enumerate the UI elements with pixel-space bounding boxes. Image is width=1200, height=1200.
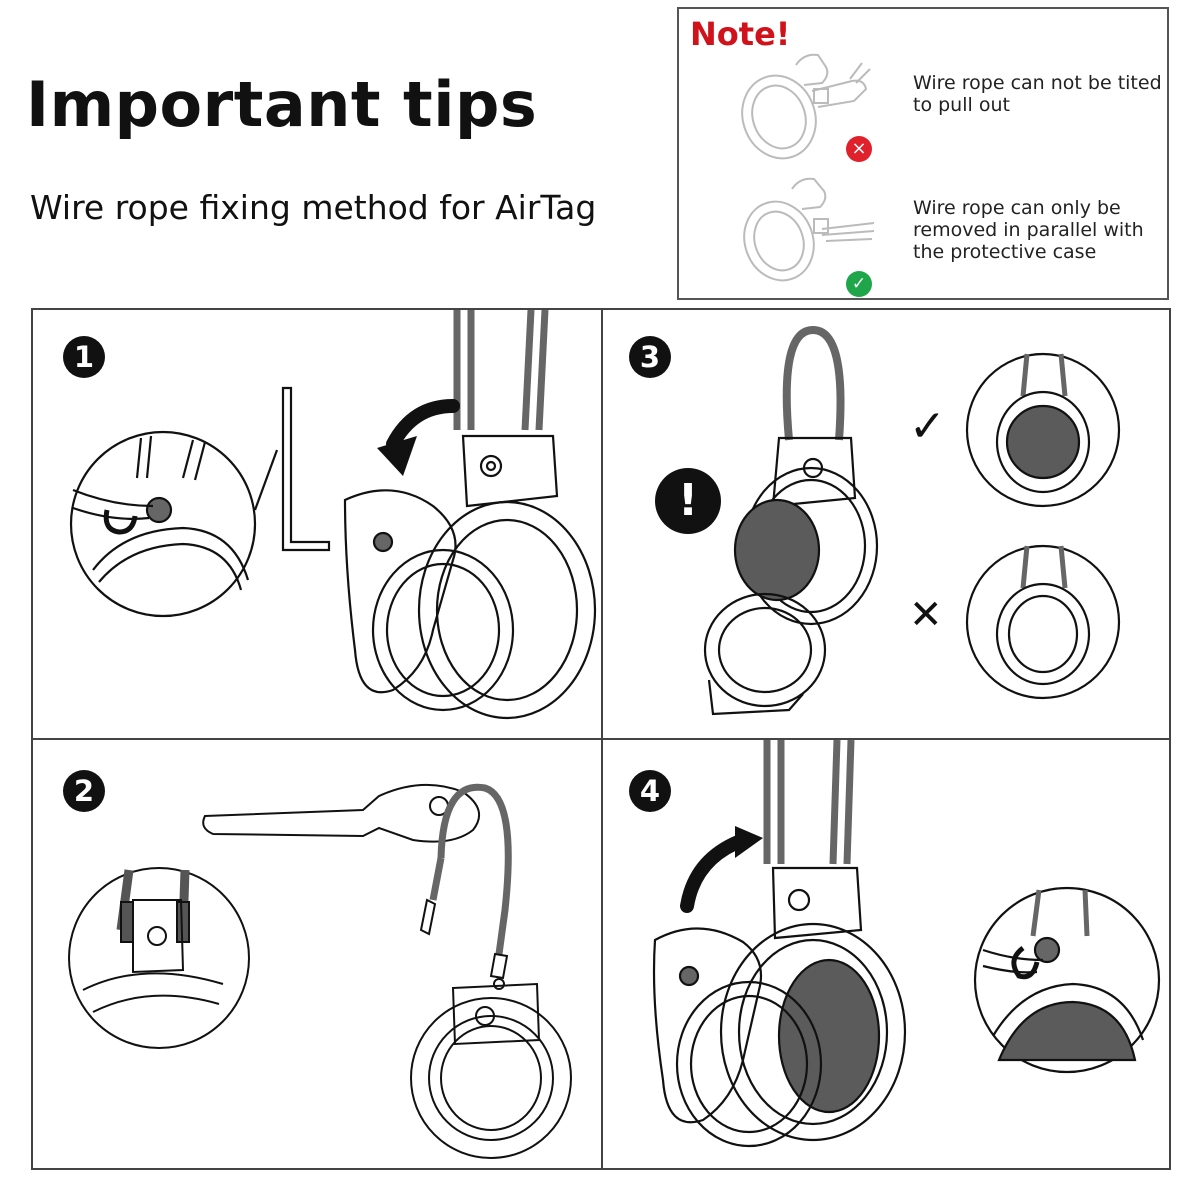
note-item-parallel: Wire rope can only be removed in parallel with the protective case — [913, 197, 1144, 263]
step-2-number: 2 — [63, 770, 105, 812]
step-4-panel — [603, 740, 1169, 1168]
note-title: Note! — [690, 15, 791, 53]
page-title: Important tips — [26, 68, 538, 141]
warning-icon: ! — [655, 468, 721, 534]
step-3-number: 3 — [629, 336, 671, 378]
correct-mark-icon: ✓ — [909, 401, 946, 452]
step-3-illustration — [603, 310, 1169, 740]
step-4-illustration — [603, 740, 1169, 1168]
step-4-number: 4 — [629, 770, 671, 812]
cross-circle-icon: × — [846, 136, 872, 162]
step-1-panel — [33, 310, 603, 740]
wrong-mark-icon: ✕ — [909, 592, 943, 638]
page-subtitle: Wire rope fixing method for AirTag — [30, 188, 597, 227]
steps-grid — [31, 308, 1171, 1170]
check-circle-icon: ✓ — [846, 271, 872, 297]
step-3-panel — [603, 310, 1169, 740]
note-box — [677, 7, 1169, 300]
step-2-illustration — [33, 740, 603, 1168]
step-2-panel — [33, 740, 603, 1168]
note-item-not-tilted: Wire rope can not be tited to pull out — [913, 72, 1162, 116]
step-1-illustration — [33, 310, 603, 740]
step-1-number: 1 — [63, 336, 105, 378]
